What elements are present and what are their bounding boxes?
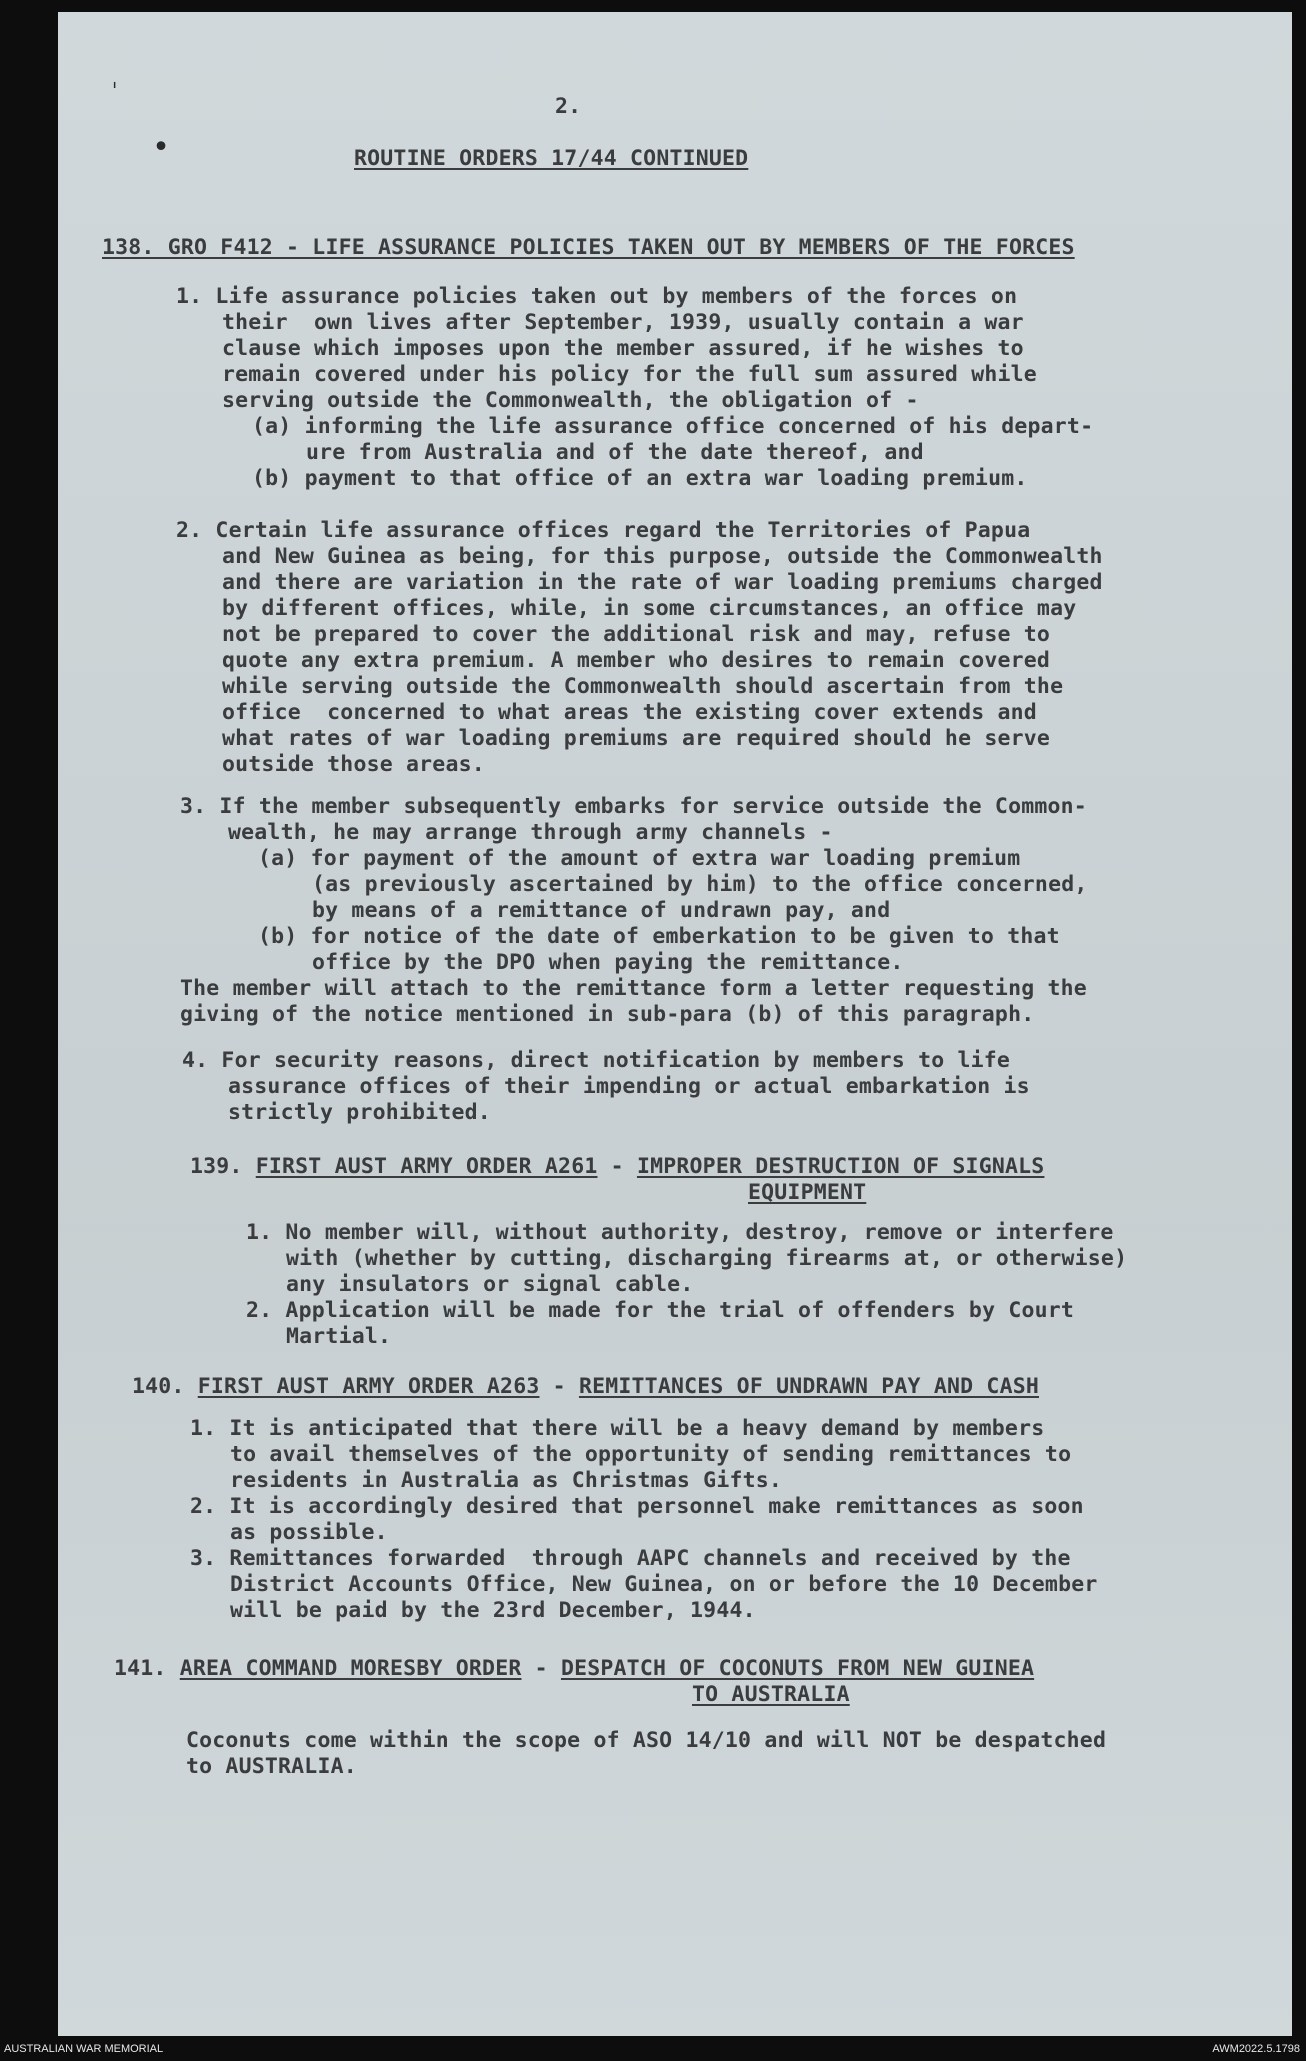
item-138-para3-line: wealth, he may arrange through army channels - [228, 820, 833, 845]
item-138-para1-line: their own lives after September, 1939, usually contain a war [222, 310, 1024, 335]
item-138-para1-line: ure from Australia and of the date thereof, and [306, 440, 924, 465]
item-138-heading [102, 235, 1075, 262]
item-139-number: 139. [190, 1154, 243, 1179]
item-140-line: to avail themselves of the opportunity of sending remittances to [230, 1442, 1072, 1467]
item-138-para4-line: 4. For security reasons, direct notification by members to life [182, 1048, 1011, 1073]
item-138-para2-line: and New Guinea as being, for this purpose, outside the Commonwealth [222, 544, 1103, 569]
item-139-line: 1. No member will, without authority, destroy, remove or interfere [246, 1220, 1114, 1245]
item-140-line: residents in Australia as Christmas Gifts. [230, 1468, 783, 1493]
item-138-para1-line: (b) payment to that office of an extra war loading premium. [252, 466, 1028, 491]
item-139-title-cont: EQUIPMENT [748, 1180, 867, 1205]
item-140-line: 2. It is accordingly desired that personnel make remittances as soon [190, 1494, 1084, 1519]
item-138-para1-line: (a) informing the life assurance office concerned of his depart- [252, 414, 1094, 439]
item-141-heading [114, 1656, 1034, 1683]
item-138-para1-line: clause which imposes upon the member assured, if he wishes to [222, 336, 1024, 361]
item-138-para2-line: what rates of war loading premiums are required should he serve [222, 726, 1051, 751]
item-140-ref: FIRST AUST ARMY ORDER A263 [197, 1374, 540, 1399]
item-141-number: 141. [114, 1656, 167, 1681]
item-138-para3-line: office by the DPO when paying the remittance. [312, 950, 904, 975]
footer-reference: AWM2022.5.1798 [1212, 2043, 1300, 2055]
item-138-para3-line: 3. If the member subsequently embarks for service outside the Common- [180, 794, 1087, 819]
item-141-line: Coconuts come within the scope of ASO 14/10 and will NOT be despatched [186, 1728, 1107, 1753]
footer-source: AUSTRALIAN WAR MEMORIAL [4, 2043, 164, 2055]
item-138-para4-line: assurance offices of their impending or actual embarkation is [228, 1074, 1030, 1099]
archive-footer [0, 2037, 1306, 2061]
item-139-line: Martial. [286, 1324, 392, 1349]
item-140-heading [132, 1374, 1039, 1401]
item-138-para1-line: serving outside the Commonwealth, the obligation of - [222, 388, 919, 413]
item-141-title-cont: TO AUSTRALIA [692, 1682, 850, 1707]
item-138-para2-line: outside those areas. [222, 752, 485, 777]
item-139-dash: - [610, 1154, 624, 1179]
item-140-line: District Accounts Office, New Guinea, on or before the 10 December [230, 1572, 1098, 1597]
item-139-title: IMPROPER DESTRUCTION OF SIGNALS [636, 1154, 1045, 1179]
item-138-para2-line: quote any extra premium. A member who desires to remain covered [222, 648, 1051, 673]
item-138-para3-line: giving of the notice mentioned in sub-para (b) of this paragraph. [180, 1002, 1035, 1027]
item-138-para3-line: by means of a remittance of undrawn pay, and [312, 898, 891, 923]
item-138-para2-line: and there are variation in the rate of war loading premiums charged [222, 570, 1103, 595]
item-138-para3-line: The member will attach to the remittance form a letter requesting the [180, 976, 1087, 1001]
item-138-para3-line: (a) for payment of the amount of extra war loading premium [258, 846, 1021, 871]
item-140-number: 140. [132, 1374, 185, 1399]
item-141-line: to AUSTRALIA. [186, 1754, 357, 1779]
item-140-title: REMITTANCES OF UNDRAWN PAY AND CASH [578, 1374, 1039, 1399]
item-140-line: 3. Remittances forwarded through AAPC channels and received by the [190, 1546, 1071, 1571]
item-138-para1-line: remain covered under his policy for the full sum assured while [222, 362, 1037, 387]
item-140-line: 1. It is anticipated that there will be a heavy demand by members [190, 1416, 1045, 1441]
item-138-heading-text: 138. GRO F412 - LIFE ASSURANCE POLICIES TAKEN OUT BY MEMBERS OF THE FORCES [102, 235, 1075, 260]
item-141-ref: AREA COMMAND MORESBY ORDER [179, 1656, 522, 1681]
item-138-para2-line: by different offices, while, in some circumstances, an office may [222, 596, 1077, 621]
item-141-title: DESPATCH OF COCONUTS FROM NEW GUINEA [560, 1656, 1035, 1681]
page-header: ROUTINE ORDERS 17/44 CONTINUED [354, 146, 749, 171]
item-139-line: any insulators or signal cable. [286, 1272, 694, 1297]
item-138-para3-line: (as previously ascertained by him) to the office concerned, [312, 872, 1088, 897]
item-138-para2-line: not be prepared to cover the additional risk and may, refuse to [222, 622, 1051, 647]
ink-mark: ˈ [108, 80, 122, 105]
item-139-heading [190, 1154, 1044, 1181]
item-139-ref: FIRST AUST ARMY ORDER A261 [255, 1154, 598, 1179]
item-138-para3-line: (b) for notice of the date of emberkation to be given to that [258, 924, 1060, 949]
item-139-line: with (whether by cutting, discharging firearms at, or otherwise) [286, 1246, 1128, 1271]
item-140-dash: - [552, 1374, 566, 1399]
item-140-line: as possible. [230, 1520, 388, 1545]
item-140-line: will be paid by the 23rd December, 1944. [230, 1598, 756, 1623]
item-138-para4-line: strictly prohibited. [228, 1100, 491, 1125]
page-number: 2. [555, 94, 582, 119]
item-138-para2-line: office concerned to what areas the existing cover extends and [222, 700, 1037, 725]
item-141-dash: - [534, 1656, 548, 1681]
item-138-para1-line: 1. Life assurance policies taken out by members of the forces on [176, 284, 1018, 309]
item-139-line: 2. Application will be made for the trial of offenders by Court [246, 1298, 1075, 1323]
ink-blot: • [152, 130, 171, 165]
item-138-para2-line: while serving outside the Commonwealth should ascertain from the [222, 674, 1064, 699]
item-138-para2-line: 2. Certain life assurance offices regard the Territories of Papua [176, 518, 1031, 543]
